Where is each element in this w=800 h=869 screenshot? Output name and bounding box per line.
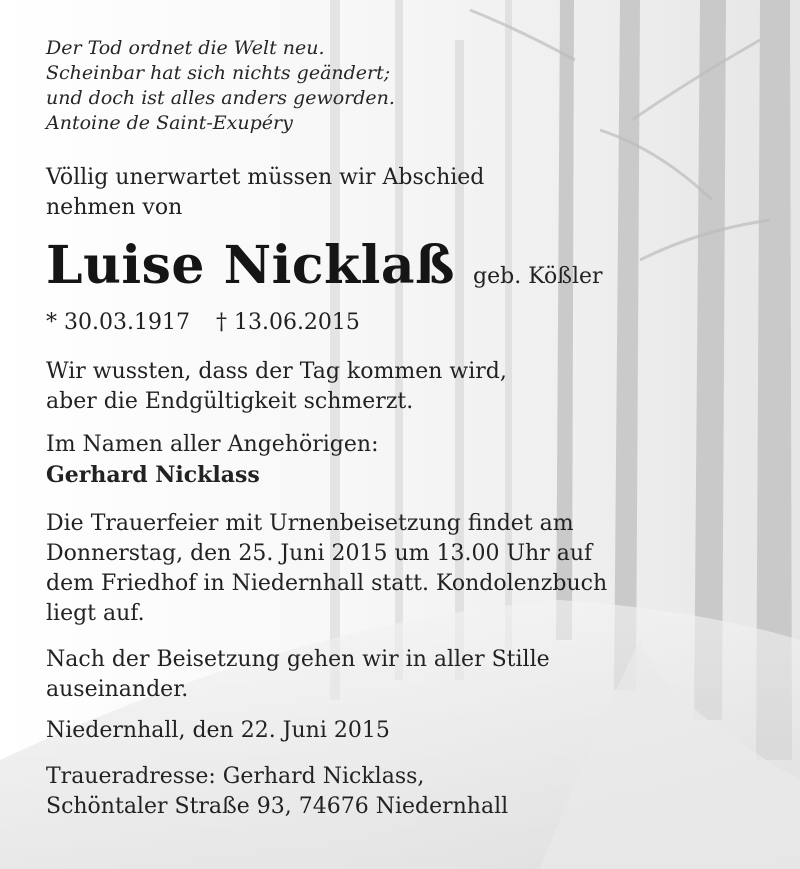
after-line: auseinander.	[46, 677, 189, 702]
address-line: Schöntaler Straße 93, 74676 Niedernhall	[46, 794, 509, 819]
place-date-line: Niedernhall, den 22. Juni 2015	[46, 718, 390, 743]
birth-date: * 30.03.1917	[46, 310, 190, 335]
intro-text	[46, 163, 484, 223]
funeral-line: dem Friedhof in Niedernhall statt. Kondolenzbuch	[46, 571, 608, 596]
quote-line: und doch ist alles anders geworden.	[46, 87, 395, 109]
funeral-line: liegt auf.	[46, 601, 145, 626]
sentiment-text	[46, 357, 507, 417]
after-line: Nach der Beisetzung gehen wir in aller Stille	[46, 647, 550, 672]
address-line: Traueradresse: Gerhard Nicklass,	[46, 764, 425, 789]
birth-name: geb. Kößler	[473, 264, 603, 289]
life-dates	[46, 310, 360, 335]
funeral-text	[46, 509, 607, 629]
after-text	[46, 645, 550, 705]
deceased-name: Luise Nicklaß	[46, 235, 456, 296]
intro-line: nehmen von	[46, 195, 183, 220]
quote-author: Antoine de Saint-Exupéry	[46, 112, 293, 134]
family-signer: Gerhard Nicklass	[46, 462, 260, 488]
place-date	[46, 716, 390, 746]
family-block	[46, 430, 378, 490]
sentiment-line: aber die Endgültigkeit schmerzt.	[46, 389, 414, 414]
funeral-line: Donnerstag, den 25. Juni 2015 um 13.00 Uhr auf	[46, 541, 593, 566]
sentiment-line: Wir wussten, dass der Tag kommen wird,	[46, 359, 507, 384]
family-label: Im Namen aller Angehörigen:	[46, 432, 379, 457]
funeral-line: Die Trauerfeier mit Urnenbeisetzung findet am	[46, 511, 574, 536]
intro-line: Völlig unerwartet müssen wir Abschied	[46, 165, 485, 190]
quote-line: Scheinbar hat sich nichts geändert;	[46, 62, 391, 84]
address-block	[46, 762, 508, 822]
death-date: † 13.06.2015	[215, 310, 360, 335]
deceased-name-row	[46, 235, 603, 296]
quote-line: Der Tod ordnet die Welt neu.	[46, 37, 325, 59]
quote-block	[46, 36, 395, 136]
